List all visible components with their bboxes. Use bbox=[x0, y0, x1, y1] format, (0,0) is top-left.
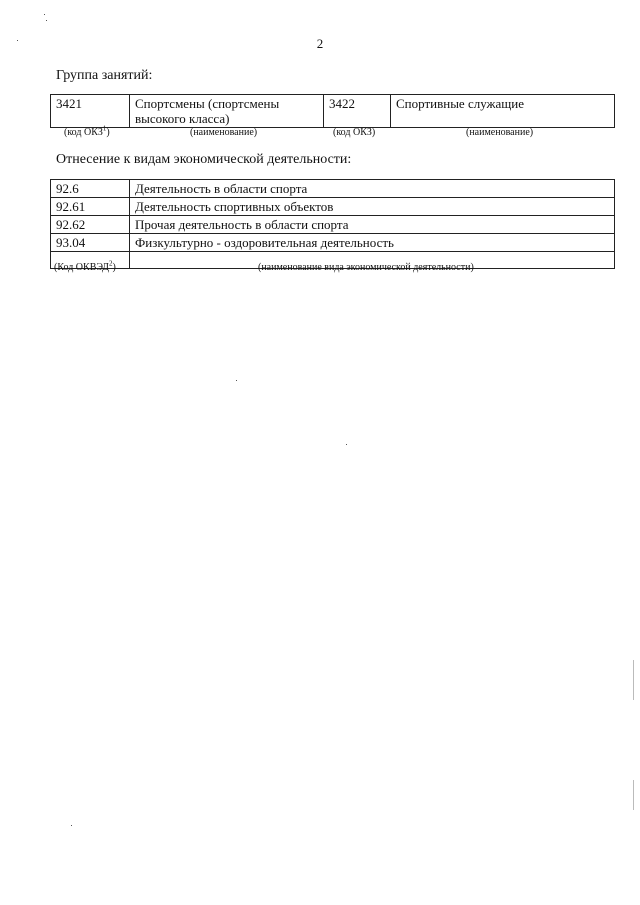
okz-code-caption-1: (код ОКЗ$^1$) bbox=[64, 124, 110, 138]
activity-name-caption: (наименование вида экономической деятельности) bbox=[258, 262, 474, 273]
scan-speck bbox=[71, 825, 72, 826]
okved-code-cell: 92.6 bbox=[51, 180, 130, 198]
okved-code-cell: 92.61 bbox=[51, 198, 130, 216]
okved-table bbox=[50, 179, 615, 269]
occupation-name-2-cell: Спортивные служащие bbox=[391, 95, 615, 128]
activity-name-cell: Физкультурно - оздоровительная деятельность bbox=[130, 234, 615, 252]
okz-code-2-cell: 3422 bbox=[324, 95, 391, 128]
scan-speck bbox=[346, 444, 347, 445]
scan-speck bbox=[17, 40, 18, 41]
okz-code-caption-2: (код ОКЗ) bbox=[333, 127, 376, 138]
name-caption-2: (наименование) bbox=[466, 127, 534, 138]
page-number: 2 bbox=[316, 36, 324, 51]
activity-name-cell: Деятельность в области спорта bbox=[130, 180, 615, 198]
table-row bbox=[51, 198, 615, 216]
scan-edge-mark bbox=[633, 780, 634, 810]
table-row bbox=[51, 95, 615, 128]
okz-code-1-cell: 3421 bbox=[51, 95, 130, 128]
scan-speck bbox=[236, 380, 237, 381]
name-caption-1: (наименование) bbox=[190, 127, 258, 138]
okved-code-cell: 93.04 bbox=[51, 234, 130, 252]
table-row bbox=[51, 216, 615, 234]
scan-speck bbox=[44, 14, 45, 15]
occupation-group-heading: Группа занятий: bbox=[56, 68, 153, 83]
scan-speck bbox=[46, 20, 47, 21]
okved-code-cell: 92.62 bbox=[51, 216, 130, 234]
economic-activity-heading: Отнесение к видам экономической деятельности: bbox=[56, 152, 352, 167]
occupation-group-table bbox=[50, 94, 615, 128]
table-row bbox=[51, 234, 615, 252]
activity-name-cell: Деятельность спортивных объектов bbox=[130, 198, 615, 216]
okved-code-caption: (Код ОКВЭД$^2$) bbox=[54, 259, 116, 273]
table-row bbox=[51, 180, 615, 198]
activity-name-cell: Прочая деятельность в области спорта bbox=[130, 216, 615, 234]
scan-edge-mark bbox=[633, 660, 634, 700]
occupation-name-1-cell: Спортсмены (спортсмены высокого класса) bbox=[130, 95, 324, 128]
